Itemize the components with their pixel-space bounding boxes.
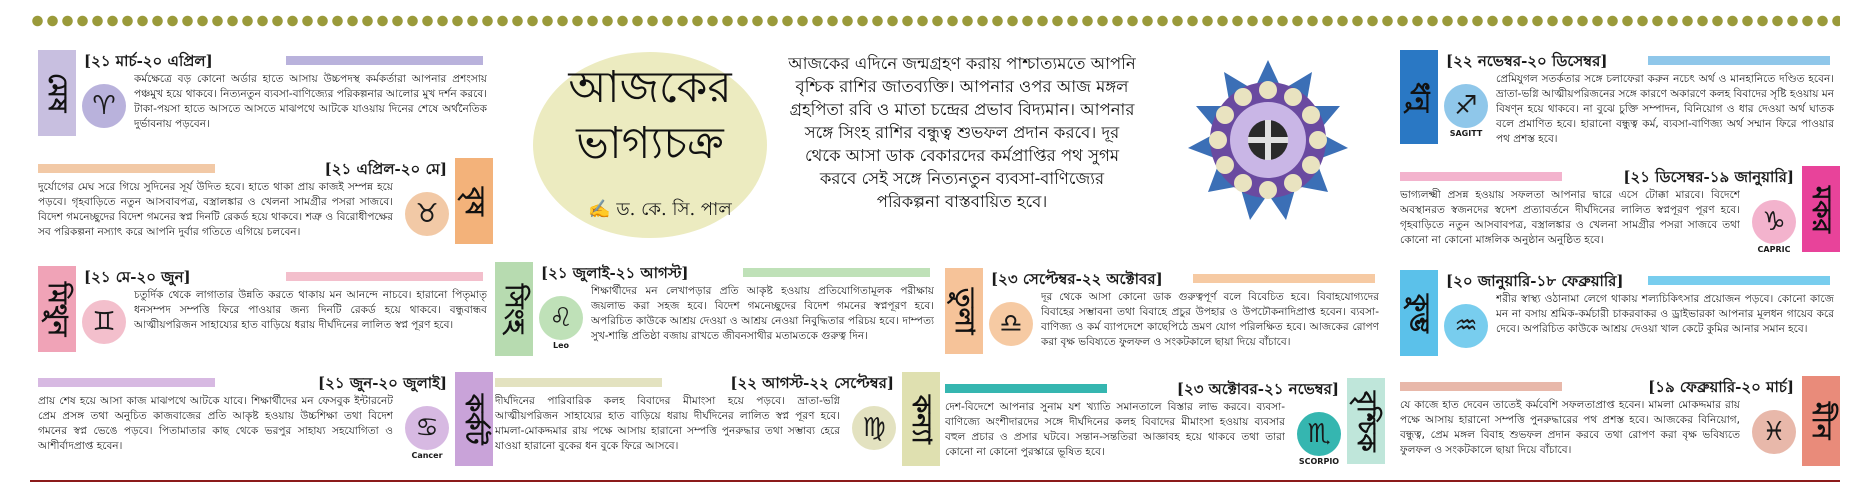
- sign-dhanu: [1400, 50, 1840, 150]
- author-name: ড. কে. সি. পাল: [616, 199, 732, 220]
- top-dotted-border: [30, 14, 1840, 28]
- wheel-medallion: [1259, 81, 1277, 99]
- sign-forecast-text: কর্মক্ষেত্রে বড় কোনো অর্ডার হাতে আসায় উচ্চপদস্থ কর্মকর্তারা আপনার প্রশংসায় পঞ্চমুখ হয়ে থাকবে। নিত্যনতুন ব্যবসা-বাণিজ্যের পরিকল্পনার আলোর মুখ দর্শন করবে। টাকা-পয়সা হাতে আসতে আসতে মাঝপথে আটকে যাওয়ায় দিনের শেষে অর্থনৈতিক দুর্ভাবনায় পড়বেন।: [134, 73, 487, 130]
- pen-icon: ✍: [588, 199, 611, 220]
- virgo-icon: ♍: [852, 406, 896, 450]
- color-bar: [945, 384, 1107, 393]
- lion-icon: ♌: [539, 296, 583, 340]
- page-title: [545, 60, 755, 172]
- title-line-1: আজকের: [568, 62, 732, 113]
- sign-kanya: [495, 372, 940, 472]
- sign-makar: [1400, 166, 1840, 258]
- sign-forecast-text: প্রায় শেষ হয়ে আসা কাজ মাঝপথে আটকে যাবে। শিক্ষার্থীদের মন ফেসবুক ইন্টারনেট প্রেম প্রসঙ্গ তথা অনুচিত কাজবাজের প্রতি আকৃষ্ট হওয়ায় উচ্চশিক্ষা তথা বিদেশ গমনের স্বপ্ন ভেঙে পড়বে। পিতামাতার কাছ থেকে ভরপুর সাহায্য সহযোগিতা ও আশীর্বাদপ্রাপ্ত হবেন।: [38, 395, 393, 452]
- sign-forecast-text: দীর্ঘদিনের পারিবারিক কলহ বিবাদের মীমাংসা হয়ে পড়বে। ভ্রাতা-ভগ্নি আত্মীয়পরিজন সাহায্যের হাত বাড়িয়ে ধরায় দীর্ঘদিনের লালিত স্বপ্ন পূরণ হবে। মামলা-মোকদ্দমার রায় পক্ষে আসায় হারানো সম্পত্তি পুনরুদ্ধার তথা সম্ভাব্য হেরে যাওয়া হারানো বুকের ধন বুকে ফিরে আসবে।: [495, 395, 840, 452]
- color-bar: [1648, 276, 1830, 285]
- sign-date-range: [২৩ সেপ্টেম্বর-২২ অক্টোবর]: [991, 270, 1163, 288]
- sign-brish: [38, 158, 493, 250]
- wheel-cross-h: [1248, 137, 1288, 143]
- sign-name: ধনু: [1400, 50, 1438, 144]
- color-bar: [743, 268, 930, 277]
- bull-icon: ♉: [405, 192, 449, 236]
- sign-name: বৃষ: [455, 158, 493, 244]
- sign-date-range: [২১ মার্চ-২০ এপ্রিল]: [84, 52, 213, 70]
- color-bar: [286, 272, 483, 281]
- sign-brishchik: [945, 378, 1385, 470]
- scales-icon: ♎: [989, 302, 1033, 346]
- crab-icon: ♋: [405, 406, 449, 450]
- sign-date-range: [২১ জুন-২০ জুলাই]: [318, 374, 447, 392]
- sign-forecast-text: শিক্ষার্থীদের মন লেখাপড়ার প্রতি আকৃষ্ট হওয়ায় প্রতিযোগিতামূলক পরীক্ষায় জয়লাভ করা সহজ হবে। বিদেশ গমনেচ্ছুদের বিদেশ গমনের স্বপ্নপূরণ হবে। অপরিচিত কাউকে আশ্রয় দেওয়া ও আশ্রয় নেওয়া নিবুদ্ধিতার পরিচয় হবে। দাম্পত্য সুখ-শান্তি প্রতিষ্ঠা বজায় রাখতে জীবনসাথীর মতামতকে গুরুত্ব দিন।: [591, 285, 934, 342]
- sign-date-range: [২০ জানুয়ারি-১৮ ফেব্রুয়ারি]: [1446, 272, 1624, 290]
- twins-icon: ♊: [82, 300, 126, 344]
- wheel-medallion: [1302, 106, 1320, 124]
- scorpion-icon: ♏: [1297, 412, 1341, 456]
- color-bar: [1400, 172, 1562, 181]
- color-bar: [38, 164, 215, 173]
- sign-forecast-text: দেশ-বিদেশে আপনার সুনাম যশ খ্যাতি সমানতালে বিস্তার লাভ করবে। ব্যবসা-বাণিজ্যে অংশীদারদের সঙ্গে দীর্ঘদিনের কলহ বিবাদের মীমাংসা হওয়ায় ব্যবসার বহুল প্রচার ও প্রসার ঘটবে। সন্তান-সন্ততিরা আজ্ঞাবহ হয়ে থাকবে তথা তারা কোনো না কোনো পুরস্কারে ভূষিত হবে।: [945, 401, 1285, 458]
- author-byline: [560, 195, 760, 226]
- title-line-2: ভাগ্যচক্র: [576, 118, 724, 169]
- sign-forecast-text: দূর থেকে আসা কোনো ডাক গুরুত্বপূর্ণ বলে বিবেচিত হবে। বিবাহযোগ্যদের বিবাহের সম্ভাবনা তথা বিবাহে প্রচুর উপহার ও উপঢৌকনাদিপ্রাপ্ত হবেন। ব্যবসা-বাণিজ্য ও কর্ম ব্যাপদেশে কাছেপিঠে ভ্রমণ যোগ পরিলক্ষিত হবে। আজকের রোপণ করা বৃক্ষ ভবিষ্যতে ফুলফল ও সংকটকালে ছায়া দিয়ে বাঁচাবে।: [1041, 291, 1379, 348]
- sign-date-range: [২১ মে-২০ জুন]: [84, 268, 191, 286]
- emblem-label: Leo: [552, 341, 570, 350]
- sign-name: কন্যা: [902, 372, 940, 466]
- sign-name: কুম্ভ: [1400, 270, 1438, 356]
- color-bar: [495, 378, 662, 387]
- fish-icon: ♓: [1752, 410, 1796, 454]
- sign-mesh: [38, 50, 493, 142]
- wheel-medallion: [1234, 88, 1252, 106]
- sign-mithun: [38, 266, 493, 358]
- wheel-medallion: [1309, 131, 1327, 149]
- intro-text: আজকের এদিনে জন্মগ্রহণ করায় পাশ্চাত্যমতে আপনি বৃশ্চিক রাশির জাতব্যক্তি। আপনার ওপর আজ মঙ্গল গ্রহপিতা রবি ও মাতা চন্দ্রের প্রভাব বিদ্যমান। আপনার সঙ্গে সিংহ রাশির বন্ধুত্ব শুভফল প্রদান করবে। দূর থেকে আসা ডাক বেকারদের কর্মপ্রাপ্তির পথ সুগম করবে সেই সঙ্গে নিত্যনতুন ব্যবসা-বাণিজ্যের পরিকল্পনা বাস্তবায়িত হবে।: [788, 54, 1136, 211]
- wheel-medallion: [1284, 88, 1302, 106]
- sign-forecast-text: ভাগ্যলক্ষ্মী প্রসন্ন হওয়ায় সফলতা আপনার দ্বারে এসে টোক্কা মারবে। বিদেশে অবস্থানরত স্বজনদের স্বদেশ প্রত্যাবর্তনে দীর্ঘদিনের লালিত স্বপ্নপূরণ পূরণ হবে। গৃহবাড়িতে নতুন আসবাবপত্র, বস্ত্রালঙ্কার ও খেলনা সামগ্রীর পসরা সাজবে তথা কোনো না কোনো মাঙ্গলিক অনুষ্ঠান অনুষ্ঠিত হবে।: [1400, 189, 1740, 246]
- sign-date-range: [২১ জুলাই-২১ আগস্ট]: [541, 264, 689, 282]
- bottom-rule: [30, 480, 1840, 482]
- zodiac-wheel-image: [1188, 60, 1348, 220]
- sign-name: কর্কট: [455, 372, 493, 466]
- sign-name: তুলা: [945, 268, 983, 354]
- sign-karkat: [38, 372, 493, 472]
- sign-date-range: [২২ নভেম্বর-২০ ডিসেম্বর]: [1446, 52, 1608, 70]
- color-bar: [1400, 382, 1562, 391]
- color-bar: [1648, 56, 1830, 65]
- water-bearer-icon: ♒: [1444, 304, 1488, 348]
- wheel-medallion: [1209, 131, 1227, 149]
- emblem-label: SAGITT: [1449, 129, 1483, 138]
- wheel-medallion: [1216, 156, 1234, 174]
- color-bar: [1193, 274, 1375, 283]
- sign-date-range: [২২ আগস্ট-২২ সেপ্টেম্বর]: [730, 374, 894, 392]
- sign-name: মেষ: [38, 50, 76, 136]
- color-bar: [38, 378, 215, 387]
- sign-forecast-text: যে কাজে হাত দেবেন তাতেই কর্মবেশি সফলতাপ্রাপ্ত হবেন। মামলা মোকদ্দমার রায় পক্ষে আসায় হারানো সম্পত্তি পুনরুদ্ধারের পথ প্রশস্ত হবে। আজকের বিনিয়োগ, বন্ধুত্ব, প্রেম মঙ্গল বিবাহ শুভফল প্রদান করবে তথা রোপণ করা বৃক্ষ ভবিষ্যতে ফুলফল ও সংকটকালে ছায়া দিয়ে বাঁচাবে।: [1400, 399, 1740, 456]
- sign-date-range: [২৩ অক্টোবর-২১ নভেম্বর]: [1176, 380, 1339, 398]
- emblem-label: SCORPIO: [1298, 457, 1340, 466]
- sign-kumbha: [1400, 270, 1840, 362]
- sign-date-range: [২১ এপ্রিল-২০ মে]: [324, 160, 447, 178]
- color-bar: [286, 56, 483, 65]
- sign-singha: [495, 262, 940, 362]
- emblem-label: Cancer: [411, 451, 443, 460]
- sign-meen: [1400, 376, 1840, 472]
- sign-name: মীন: [1802, 376, 1840, 466]
- wheel-medallion: [1302, 156, 1320, 174]
- wheel-medallion: [1234, 174, 1252, 192]
- sign-name: মিথুন: [38, 266, 76, 352]
- sign-name: সিংহ: [495, 262, 533, 356]
- goat-icon: ♑: [1752, 200, 1796, 244]
- sign-forecast-text: দুর্যোগের মেঘ সরে গিয়ে সুদিনের সূর্য উদিত হবে। হাতে থাকা প্রায় কাজই সম্পন্ন হয়ে পড়বে। গৃহবাড়িতে নতুন আসবাবপত্র, বস্ত্রালঙ্কার ও খেলনা সামগ্রীর পসরা সাজবে। বিদেশ গমনেচ্ছুদের বিদেশ গমনের স্বপ্ন দিনটি রেকর্ড হয়ে থাকবে। শত্রু ও বিরোধীপক্ষের সব পরিকল্পনা নস্যাৎ করে আপনি দুর্বার গতিতে এগিয়ে চলবেন।: [38, 181, 393, 238]
- sign-name: মকর: [1802, 166, 1840, 252]
- sign-forecast-text: চতুর্দিক থেকে লাগাতার উন্নতি করতে থাকায় মন আনন্দে নাচবে। হারানো পিতৃমাতৃ ধনসম্পদ সম্পত্তি ফিরে পাওয়ার জন্য দিনটি রেকর্ড হয়ে থাকবে। বন্ধুবান্ধব আত্মীয়পরিজন সাহায্যের হাত বাড়িয়ে ধরায় দীর্ঘদিনের লালিত স্বপ্ন পূরণ হবে।: [134, 289, 487, 331]
- sign-tula: [945, 268, 1385, 360]
- sign-name: বৃশ্চিক: [1347, 378, 1385, 464]
- ram-icon: ♈: [82, 84, 126, 128]
- emblem-label: CAPRIC: [1757, 245, 1791, 254]
- wheel-medallion: [1284, 174, 1302, 192]
- wheel-medallion: [1216, 106, 1234, 124]
- wheel-medallion: [1259, 181, 1277, 199]
- sign-forecast-text: প্রেমিযুগল সতর্কতার সঙ্গে চলাফেরা করুন নচেৎ অর্থ ও মানহানিতে দণ্ডিত হবেন। ভ্রাতা-ভগ্নি আত্মীয়পরিজনের সঙ্গে কারণে অকারণে কলহ বিবাদের সৃষ্টি হওয়ায় মন বিষণ্ন হয়ে থাকবে। না বুঝে চুক্তি সম্পাদন, বিনিয়োগ ও ধার দেওয়া অর্থ ঘাতক বলে প্রমাণিত হবে। হারানো বন্ধুত্ব কর্ম, ব্যবসা-বাণিজ্য অর্থ সম্মান ফিরে পাওয়ার পথ প্রশস্ত হবে।: [1496, 73, 1834, 145]
- sign-forecast-text: শরীর স্বাস্থ্য ওঠানামা লেগে থাকায় শল্যচিকিৎসার প্রয়োজন পড়বে। কোনো কাজে মন না বসায় শ্রমিক-কর্মচারী চাকরবাকর ও ড্রাইভারকা আপনার মূলধন গায়েব করে দেবে। অপরিচিত কাউকে আশ্রয় দেওয়া খাল কেটে কুমির আনার সমান হবে।: [1496, 293, 1834, 335]
- sign-date-range: [১৯ ফেব্রুয়ারি-২০ মার্চ]: [1648, 378, 1794, 396]
- archer-icon: ♐: [1444, 84, 1488, 128]
- sign-date-range: [২১ ডিসেম্বর-১৯ জানুয়ারি]: [1623, 168, 1794, 186]
